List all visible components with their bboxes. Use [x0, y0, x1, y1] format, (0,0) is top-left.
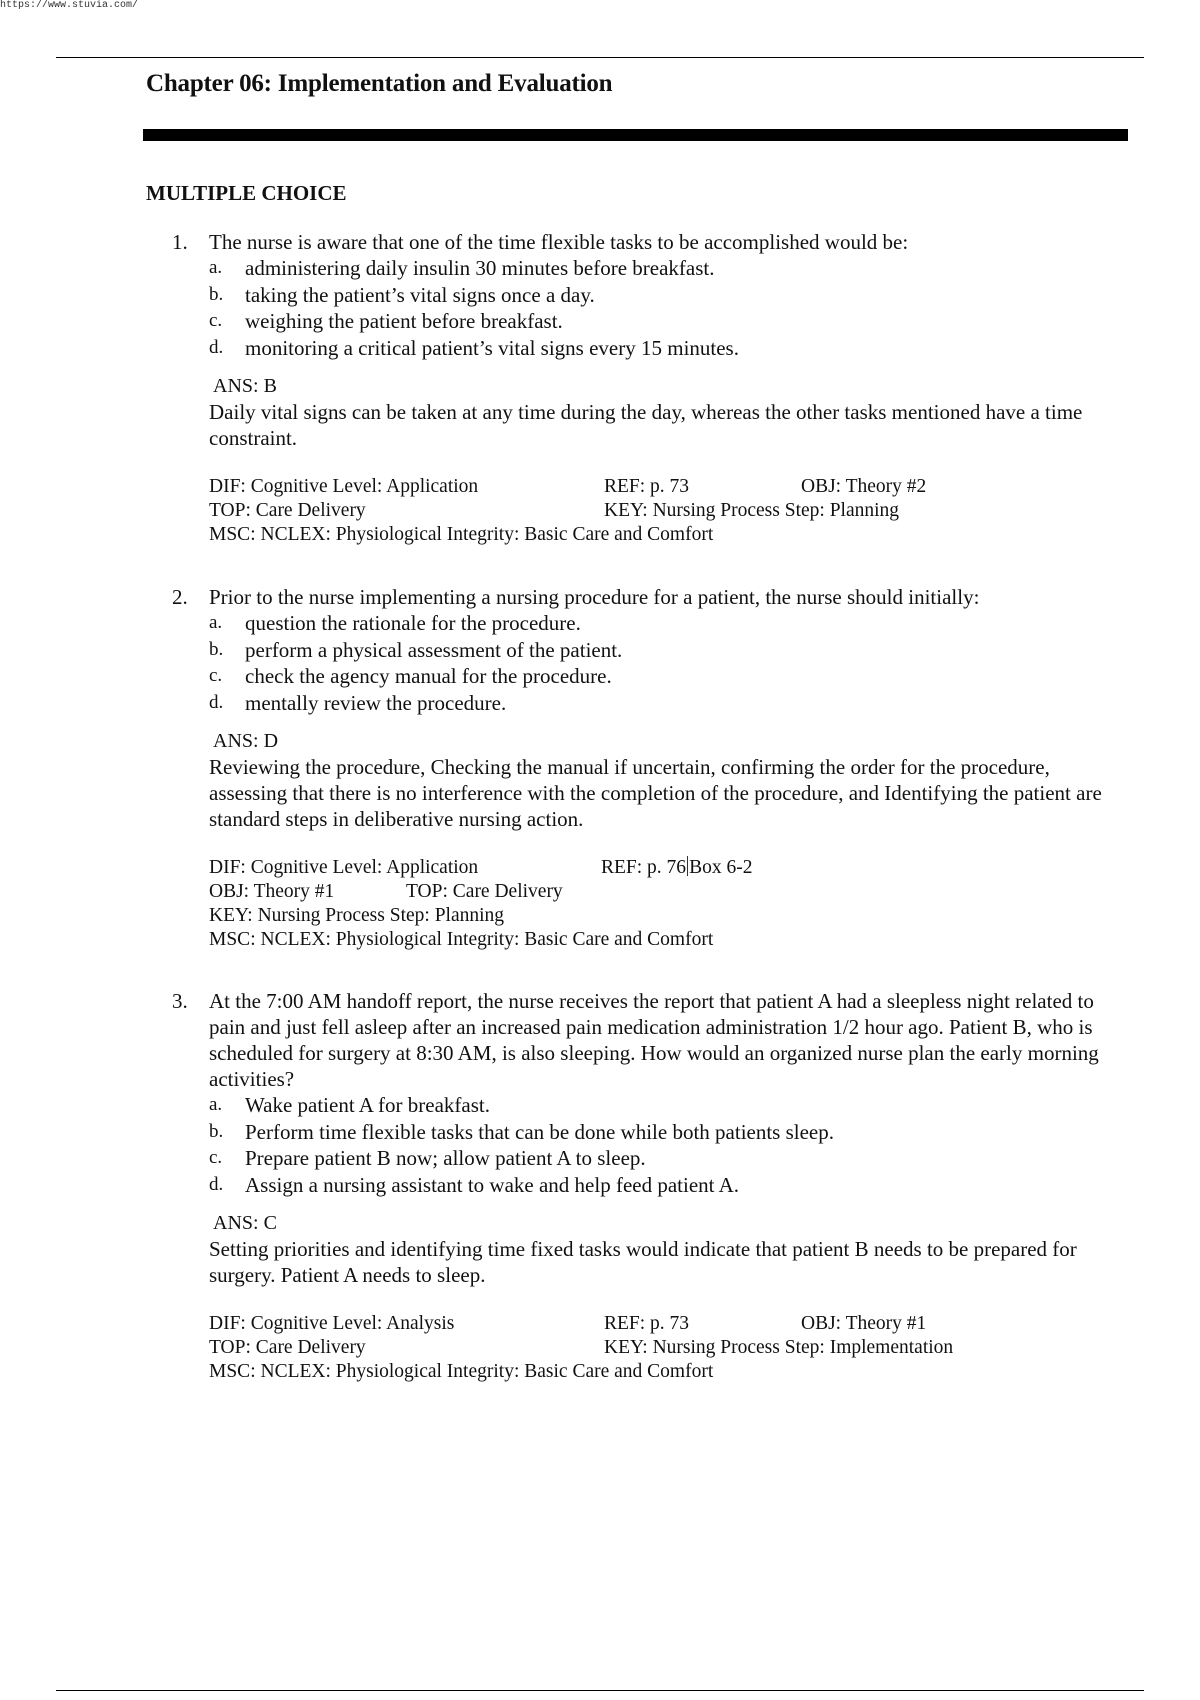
- option-d: [209, 690, 1132, 717]
- meta-ref-page: REF: p. 76: [601, 857, 687, 878]
- answer-block: [209, 1210, 1132, 1288]
- option-letter: a.: [209, 612, 223, 633]
- option-text: weighing the patient before breakfast.: [245, 309, 563, 333]
- option-d: [209, 335, 1132, 362]
- option-b: [209, 1119, 1132, 1146]
- option-text: question the rationale for the procedure.: [245, 611, 581, 635]
- meta-obj: OBJ: Theory #2: [801, 476, 927, 497]
- option-b: [209, 282, 1132, 309]
- meta-obj: OBJ: Theory #1: [209, 881, 335, 902]
- meta-msc: MSC: NCLEX: Physiological Integrity: Basic Care and Comfort: [209, 524, 714, 545]
- option-a: [209, 1092, 1132, 1119]
- option-c: [209, 308, 1132, 335]
- meta-dif: DIF: Cognitive Level: Application: [209, 476, 479, 497]
- option-list: [209, 610, 1132, 716]
- meta-top: TOP: Care Delivery: [406, 881, 563, 902]
- rationale: Daily vital signs can be taken at any time during the day, whereas the other tasks mentioned have a time constraint.: [209, 400, 1083, 450]
- option-text: monitoring a critical patient’s vital signs every 15 minutes.: [245, 335, 739, 360]
- meta-obj: OBJ: Theory #1: [801, 1313, 927, 1334]
- option-a: [209, 610, 1132, 637]
- option-c: [209, 663, 1132, 690]
- rationale: Reviewing the procedure, Checking the manual if uncertain, confirming the order for the procedure, assessing that there is no interference with the completion of the procedure, and Identifying the patient are standard steps in deliberative nursing action.: [209, 755, 1102, 831]
- option-letter: c.: [209, 1147, 223, 1168]
- option-text: mentally review the procedure.: [245, 690, 507, 715]
- meta-msc: MSC: NCLEX: Physiological Integrity: Basic Care and Comfort: [209, 1361, 714, 1382]
- question-2: [172, 584, 1132, 952]
- title-underline-bar: [143, 129, 1128, 141]
- meta-key: KEY: Nursing Process Step: Implementation: [604, 1337, 954, 1358]
- answer-key: ANS: D: [213, 730, 279, 752]
- question-stem: At the 7:00 AM handoff report, the nurse receives the report that patient A had a sleepless night related to pain and just fell asleep after an increased pain medication administration 1/2 hour ago. Patient B, who is scheduled for surgery at 8:30 AM, is also sleeping. How would an organized nurse plan the early morning activities?: [209, 989, 1099, 1091]
- option-letter: c.: [209, 310, 223, 331]
- question-number: 2.: [172, 585, 188, 609]
- answer-key: ANS: C: [213, 1212, 277, 1234]
- option-text: taking the patient’s vital signs once a day.: [245, 282, 595, 307]
- meta-ref-box: Box 6-2: [689, 857, 753, 878]
- option-text: Wake patient A for breakfast.: [245, 1093, 490, 1117]
- option-text: administering daily insulin 30 minutes before breakfast.: [245, 256, 715, 280]
- meta-key: KEY: Nursing Process Step: Planning: [604, 500, 900, 521]
- metadata-block: [209, 1312, 1132, 1384]
- option-list: [209, 255, 1132, 361]
- question-1: [172, 229, 1132, 547]
- bottom-rule: [56, 1690, 1144, 1691]
- question-stem: The nurse is aware that one of the time flexible tasks to be accomplished would be:: [209, 230, 909, 254]
- answer-key: ANS: B: [213, 375, 277, 397]
- option-d: [209, 1172, 1132, 1199]
- option-a: [209, 255, 1132, 282]
- question-stem: Prior to the nurse implementing a nursing procedure for a patient, the nurse should initially:: [209, 585, 980, 609]
- option-list: [209, 1092, 1132, 1198]
- meta-dif: DIF: Cognitive Level: Application: [209, 857, 479, 878]
- option-c: [209, 1145, 1132, 1172]
- option-letter: d.: [209, 1173, 224, 1195]
- section-heading: MULTIPLE CHOICE: [146, 181, 347, 205]
- option-letter: a.: [209, 257, 223, 278]
- chapter-title: Chapter 06: Implementation and Evaluation: [146, 70, 613, 97]
- meta-top: TOP: Care Delivery: [209, 500, 366, 521]
- option-text: Assign a nursing assistant to wake and help feed patient A.: [245, 1172, 739, 1197]
- top-rule: [56, 57, 1144, 58]
- rationale: Setting priorities and identifying time fixed tasks would indicate that patient B needs to be prepared for surgery. Patient A needs to sleep.: [209, 1237, 1077, 1287]
- question-number: 1.: [172, 230, 188, 254]
- option-text: Perform time flexible tasks that can be done while both patients sleep.: [245, 1119, 835, 1144]
- answer-block: [209, 728, 1132, 832]
- meta-top: TOP: Care Delivery: [209, 1337, 366, 1358]
- source-url: https://www.stuvia.com/: [0, 0, 139, 11]
- metadata-block: [209, 856, 1132, 952]
- meta-key: KEY: Nursing Process Step: Planning: [209, 905, 505, 926]
- option-letter: b.: [209, 638, 224, 660]
- meta-dif: DIF: Cognitive Level: Analysis: [209, 1313, 455, 1334]
- option-letter: b.: [209, 283, 224, 305]
- metadata-block: [209, 475, 1132, 547]
- option-letter: b.: [209, 1120, 224, 1142]
- option-letter: a.: [209, 1094, 223, 1115]
- option-text: Prepare patient B now; allow patient A to sleep.: [245, 1146, 646, 1170]
- ref-separator: [687, 856, 688, 876]
- option-letter: d.: [209, 336, 224, 358]
- option-letter: d.: [209, 691, 224, 713]
- question-number: 3.: [172, 989, 188, 1013]
- meta-msc: MSC: NCLEX: Physiological Integrity: Basic Care and Comfort: [209, 929, 714, 950]
- option-text: check the agency manual for the procedure.: [245, 664, 612, 688]
- question-3: [172, 988, 1132, 1384]
- meta-ref: REF: p. 73: [604, 476, 690, 497]
- meta-ref: [601, 856, 752, 880]
- option-b: [209, 637, 1132, 664]
- answer-block: [209, 373, 1132, 451]
- meta-ref: REF: p. 73: [604, 1313, 690, 1334]
- option-letter: c.: [209, 665, 223, 686]
- option-text: perform a physical assessment of the patient.: [245, 637, 623, 662]
